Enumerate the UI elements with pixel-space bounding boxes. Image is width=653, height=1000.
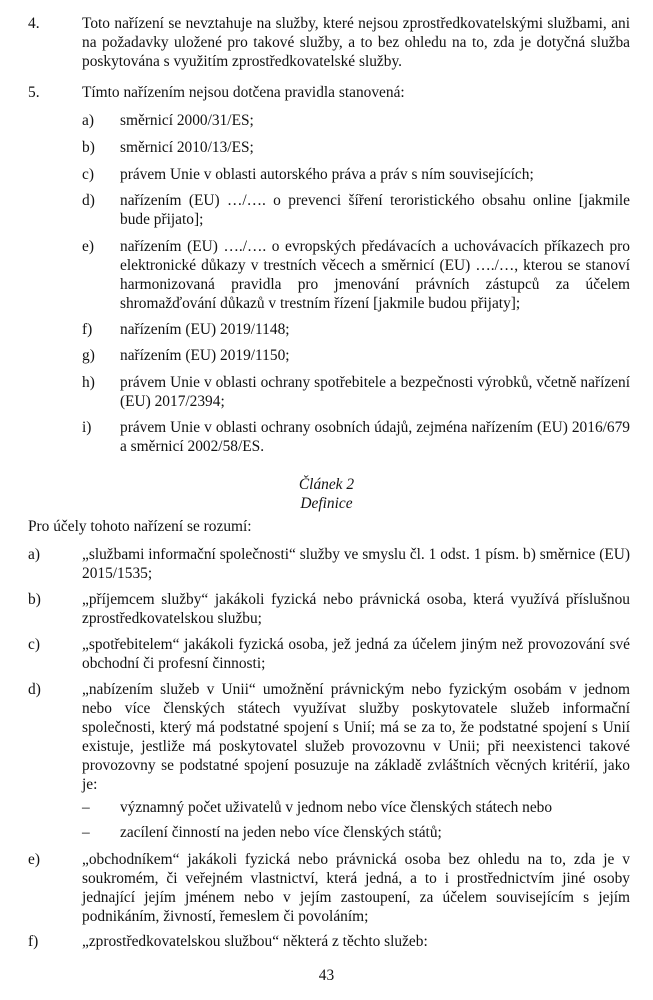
definitions-intro: Pro účely tohoto nařízení se rozumí: xyxy=(28,518,252,535)
list-item-text: směrnicí 2000/31/ES; xyxy=(120,112,254,129)
definition-text: „službami informační společnosti“ služby ve smyslu čl. 1 odst. 1 písm. b) směrnice (EU) 2015/1535; xyxy=(82,546,630,582)
page-number: 43 xyxy=(318,967,335,984)
list-item-text: nařízením (EU) 2019/1150; xyxy=(120,347,290,364)
definition-label: e) xyxy=(28,851,40,868)
list-item-label: h) xyxy=(82,374,95,391)
list-item-label: c) xyxy=(82,166,94,183)
paragraph-number: 5. xyxy=(28,84,40,101)
list-item-text: nařízením (EU) 2019/1148; xyxy=(120,321,290,338)
paragraph-text: Toto nařízení se nevztahuje na služby, které nejsou zprostředkovatelskými službami, ani na požadavky uložené pro takové služby, a to bez ohledu na to, zda je dotyčná služba poskytována s využitím zprostředkovatelské služby. xyxy=(82,15,630,70)
article-heading: Článek 2 xyxy=(298,476,355,493)
definition-label: f) xyxy=(28,933,39,950)
list-item-text: právem Unie v oblasti ochrany spotřebitele a bezpečnosti výrobků, včetně nařízení (EU) 2017/2394; xyxy=(120,374,630,410)
dash-marker: – xyxy=(82,799,90,816)
article-subheading: Definice xyxy=(300,495,353,512)
definition-text: „nabízením služeb v Unii“ umožnění právnickým nebo fyzickým osobám v jednom nebo více členských státech využívat služby poskytovatele služeb informační společnosti, který má podstatné spojení s Unií; má se za to, že podstatné spojení s Unií existuje, jestliže má poskytovatel služeb provozovnu v Unii; při neexistenci takové provozovny se podstatné spojení posuzuje na základě zvláštních věcných kritérií, jako je: xyxy=(82,681,630,793)
dash-item-text: významný počet uživatelů v jednom nebo více členských státech nebo xyxy=(120,799,553,816)
definition-label: c) xyxy=(28,636,40,653)
list-item-label: e) xyxy=(82,238,94,255)
list-item-label: a) xyxy=(82,112,94,129)
definition-text: „spotřebitelem“ jakákoli fyzická osoba, jež jedná za účelem jiným než provozování své obchodní či profesní činnosti; xyxy=(82,636,630,672)
definition-text: „zprostředkovatelskou službou“ některá z těchto služeb: xyxy=(82,933,428,950)
list-item-text: právem Unie v oblasti ochrany osobních údajů, zejména nařízením (EU) 2016/679 a směrnicí 2002/58/ES. xyxy=(120,419,630,455)
list-item-text: nařízením (EU) …/…. o prevenci šíření teroristického obsahu online [jakmile bude přijato]; xyxy=(120,192,630,228)
paragraph-number: 4. xyxy=(28,15,40,32)
definition-label: d) xyxy=(28,681,41,698)
list-item-text: směrnicí 2010/13/ES; xyxy=(120,139,254,156)
definition-text: „příjemcem služby“ jakákoli fyzická nebo právnická osoba, která využívá příslušnou zprostředkovatelskou službu; xyxy=(82,591,630,627)
definition-text: „obchodníkem“ jakákoli fyzická nebo právnická osoba bez ohledu na to, zda je v soukromém, či veřejném vlastnictví, která jedná, a to i prostřednictvím jiné osoby jednající jejím jménem nebo v jejím zastoupení, za účelem souvisejícím s jejím podnikáním, živností, řemeslem či povoláním; xyxy=(82,851,630,925)
dash-marker: – xyxy=(82,824,90,841)
list-item-text: právem Unie v oblasti autorského práva a práv s ním souvisejících; xyxy=(120,166,534,183)
definition-label: b) xyxy=(28,591,41,608)
list-item-label: b) xyxy=(82,139,95,156)
list-item-label: d) xyxy=(82,192,95,209)
list-item-label: f) xyxy=(82,321,93,338)
list-item-text: nařízením (EU) …./…. o evropských předávacích a uchovávacích příkazech pro elektronické důkazy v trestních věcech a směrnicí (EU) …./…, kterou se stanoví harmonizovaná pravidla pro jmenování právních zástupců za účelem shromažďování důkazů v trestním řízení [jakmile budou přijaty]; xyxy=(120,238,630,312)
list-item-label: g) xyxy=(82,347,95,364)
definition-label: a) xyxy=(28,546,40,563)
paragraph-text: Tímto nařízením nejsou dotčena pravidla stanovená: xyxy=(82,84,405,101)
dash-item-text: zacílení činností na jeden nebo více členských států; xyxy=(120,824,442,841)
list-item-label: i) xyxy=(82,419,92,436)
